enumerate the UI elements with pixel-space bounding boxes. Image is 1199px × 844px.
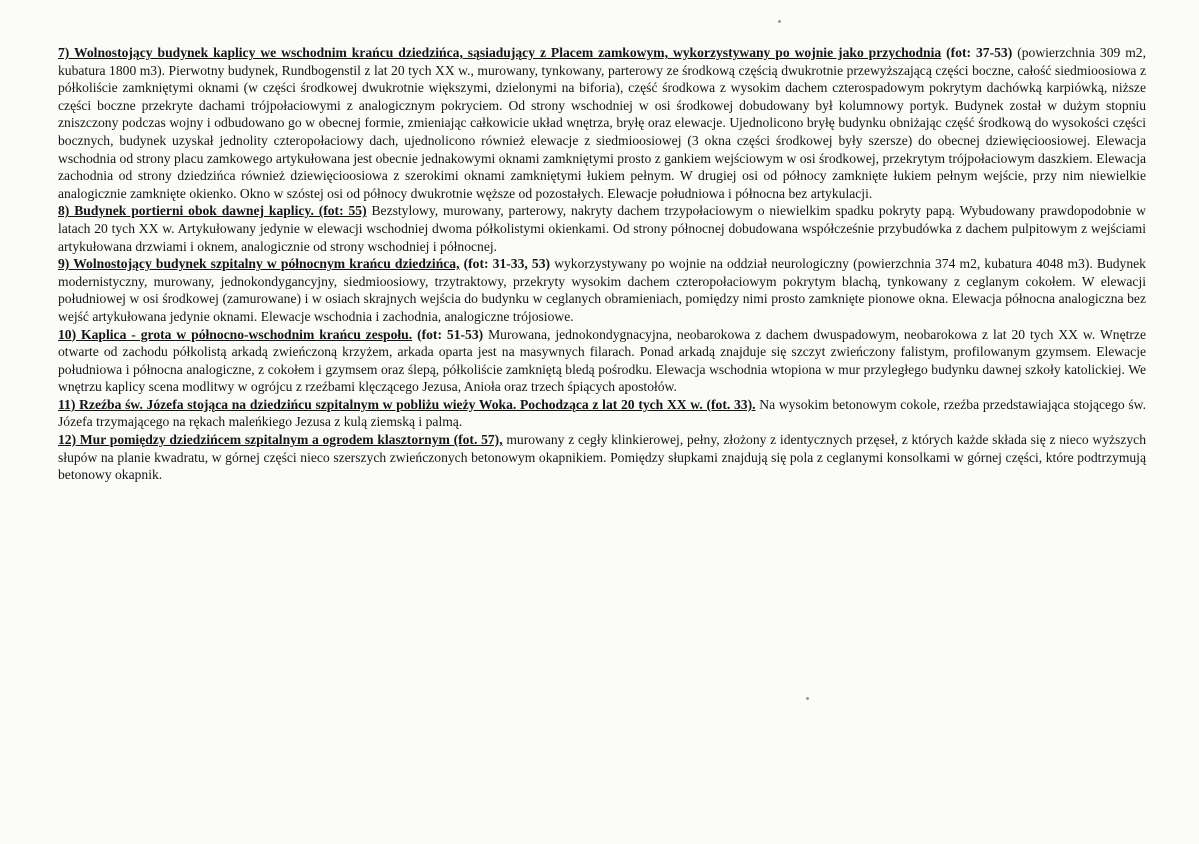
- entry-12-heading: 12) Mur pomiędzy dziedzińcem szpitalnym a ogrodem klasztornym (fot. 57),: [58, 432, 503, 448]
- entry-7-heading: 7) Wolnostojący budynek kaplicy we wschodnim krańcu dziedzińca, sąsiadujący z Placem zamkowym, wykorzystywany po wojnie jako przychodnia: [58, 45, 942, 60]
- entry-10-body: Murowana, jednokondygnacyjna, neobarokowa z dachem dwuspadowym, neobarokowa z lat 20 tych XX w. Wnętrze otwarte od zachodu półkolistą arkadą zwieńczoną krzyżem, arkada oparta jest na masywnych filarach. Ponad arkadą znajduje się szczyt zwieńczony falistym, profilowanym gzymsem. Elewacje południowa i północna analogiczne, z cokołem i gzymsem oraz ślepą, półkoliście zamkniętą bledą pośrodku. Elewacja wschodnia wtopiona w mur przyległego budynku dawnej szkoły katolickiej. We wnętrzu kaplicy scena modlitwy w ogrójcu z rzeźbami klęczącego Jezusa, Anioła oraz trzech śpiących apostołów.: [58, 326, 1146, 395]
- entry-7: [58, 44, 1146, 202]
- entry-7-photo-ref: (fot: 37-53): [946, 45, 1013, 60]
- entry-8-heading: 8) Budynek portierni obok dawnej kaplicy. (fot: 55): [58, 203, 367, 219]
- scan-speck: [806, 697, 809, 700]
- entry-8-body: Bezstylowy, murowany, parterowy, nakryty dachem trzypołaciowym o niewielkim spadku pokryty papą. Wybudowany prawdopodobnie w latach 20 tych XX w. Artykułowany jedynie w elewacji wschodniej dwoma półkolistymi okienkami. Od strony północnej dobudowana współcześnie przybudówka z dachem pulpitowym z wejściami artykułowana drzwiami i oknem, analogicznie od strony wschodniej i północnej.: [58, 203, 1146, 254]
- document-page: [58, 44, 1146, 484]
- entry-12-body: murowany z cegły klinkierowej, pełny, złożony z identycznych przęseł, z których każde składa się z nieco wyższych słupów na planie kwadratu, w górnej części nieco szerszych zwieńczonych betonowym okapnikiem. Pomiędzy słupkami znajdują się pola z ceglanymi konsolkami w górnej części, które podtrzymują betonowy okapnik.: [58, 432, 1146, 483]
- entry-8: [58, 202, 1146, 255]
- entry-12: [58, 431, 1146, 484]
- entry-9: [58, 255, 1146, 325]
- entry-7-body: (powierzchnia 309 m2, kubatura 1800 m3). Pierwotny budynek, Rundbogenstil z lat 20 tych XX w., murowany, tynkowany, parterowy ze środkową częścią dwukrotnie przewyższającą części boczne, całość siedmioosiowa z półkoliście zamkniętymi oknami (w części środkowej dwukrotnie większymi, dzielonymi na biforia), część środkowa z wysokim dachem czterospadowym pokrytym dachówką karpiówką, niższe części boczne przekryte dachami trójpołaciowymi z analogicznym pokryciem. Od strony wschodniej w osi środkowej dobudowany był kolumnowy portyk. Budynek został w dużym stopniu zniszczony podczas wojny i odbudowano go w obecnej formie, zmieniając całkowicie układ wnętrza, bryłę oraz elewacje. Ujednolicono bryłę budynku obniżając część środkową do wysokości części bocznych, budynek uzyskał jednolity czteropołaciowy dach, ujednolicono również elewacje z siedmioosiowej (3 okna części środkowej były szersze) do obecnej dziewięcioosiowej. Elewacja wschodnia od strony placu zamkowego artykułowana jest obecnie jednakowymi oknami zamkniętymi prosto z gankiem wejściowym w osi środkowej, przekrytym trójpołaciowym daszkiem. Elewacja zachodnia od strony dziedzińca również dziewięcioosiowa z szerokimi oknami zamkniętymi łukiem pełnym. W drugiej osi od północy zamknięte łukiem pełnym wejście, przy nim niewielkie analogicznie zamknięte okienko. Okno w szóstej osi od północy dwukrotnie węższe od pozostałych. Elewacje południowa i północna bez artykulacji.: [58, 45, 1146, 201]
- entry-10: [58, 326, 1146, 396]
- entry-10-heading: 10) Kaplica - grota w północno-wschodnim krańcu zespołu.: [58, 326, 413, 342]
- entry-9-body: wykorzystywany po wojnie na oddział neurologiczny (powierzchnia 374 m2, kubatura 4048 m3). Budynek modernistyczny, murowany, jednokondygancyjny, siedmioosiowy, trzytraktowy, przekryty wysokim dachem czteropołaciowym pokrytym blachą, tynkowany z ceglanym cokołem. W elewacji południowej w osi środkowej (zamurowane) i w osiach skrajnych wejścia do budynku w ceglanych obramieniach, pomiędzy nimi prosto zamknięte pionowe okna. Elewacja północna analogiczna bez wejść artykułowana jedynie oknami. Elewacje wschodnia i zachodnia, analogiczne trójosiowe.: [58, 256, 1146, 324]
- scan-speck: [778, 20, 781, 23]
- entry-11: [58, 396, 1146, 431]
- entry-9-photo-ref: (fot: 31-33, 53): [463, 256, 551, 272]
- entry-11-body: Na wysokim betonowym cokole, rzeźba przedstawiająca stojącego św. Józefa trzymającego na rękach maleńkiego Jezusa z kulą ziemską i palmą.: [58, 396, 1147, 430]
- entry-9-heading: 9) Wolnostojący budynek szpitalny w północnym krańcu dziedzińca,: [58, 256, 460, 272]
- entry-10-photo-ref: (fot: 51-53): [417, 326, 484, 342]
- entry-11-heading: 11) Rzeźba św. Józefa stojąca na dziedzińcu szpitalnym w pobliżu wieży Woka. Pochodząca z lat 20 tych XX w. (fot. 33).: [58, 396, 756, 412]
